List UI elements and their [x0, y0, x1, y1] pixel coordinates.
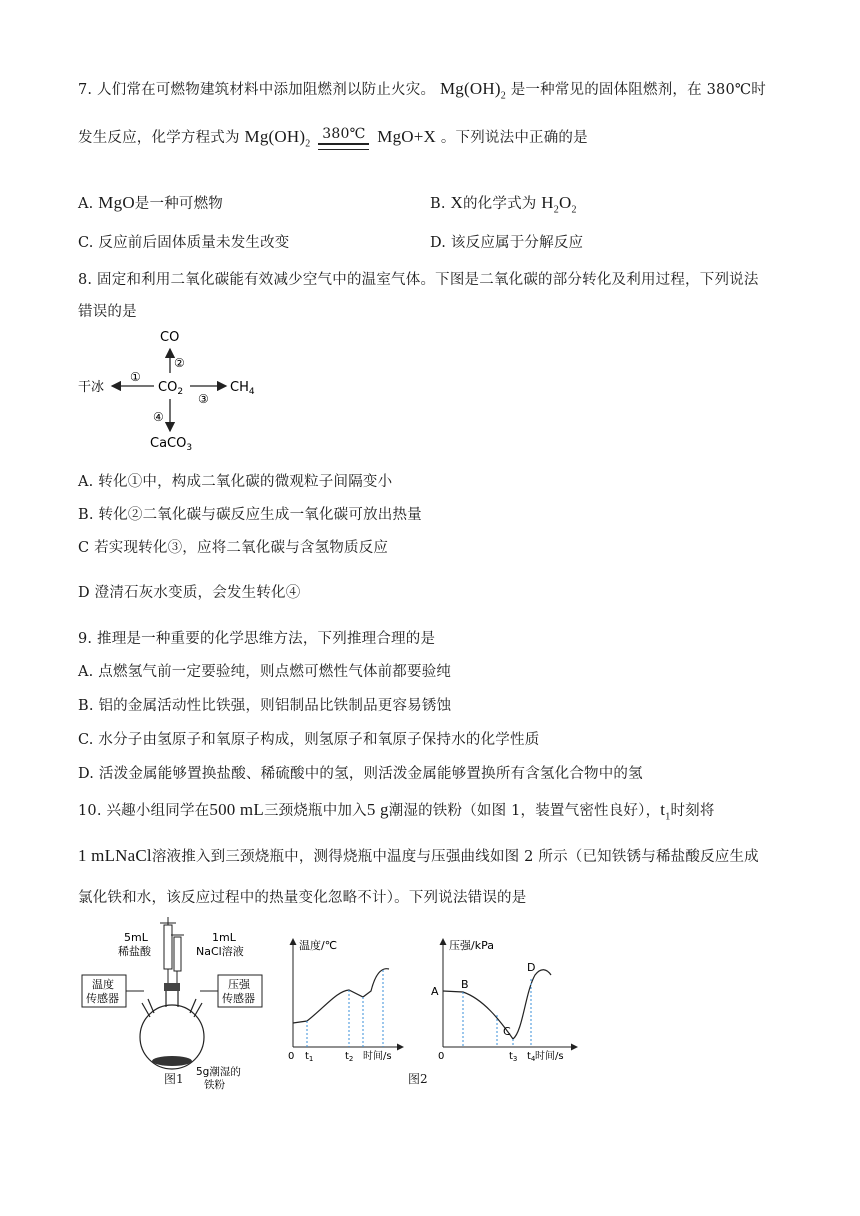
diagram-top-co: CO: [160, 330, 180, 345]
press-origin: 0: [438, 1051, 445, 1062]
q7-option-a: A. MgO是一种可燃物: [78, 193, 223, 212]
q7-stem-text-3: 发生反应，化学方程式为: [78, 130, 240, 146]
figure-1-caption: 图1: [164, 1072, 184, 1086]
figure-1-apparatus: [78, 915, 268, 1090]
flask-label-2: 铁粉: [204, 1079, 225, 1090]
diagram-right-ch4: $CH_4$: [230, 380, 255, 397]
figure-2-curves: [285, 935, 585, 1065]
q7-option-d: D. 该反应属于分解反应: [430, 235, 584, 251]
q7-stem-text-4: 。下列说法中正确的是: [440, 130, 588, 146]
point-D: D: [527, 961, 536, 974]
stopper-center: [164, 983, 180, 991]
temp-ylabel: 温度/℃: [299, 939, 338, 952]
flask-label-1: 5g潮湿的: [196, 1066, 241, 1078]
temp-origin: 0: [288, 1051, 295, 1062]
q10-stem-line2: 1 mLNaCl溶液推入到三颈烧瓶中，测得烧瓶中温度与压强曲线如图 2 所示（已知铁锈与稀盐酸反应生成: [78, 846, 759, 865]
diagram-bottom-caco3: CaCO$_3$: [150, 436, 193, 453]
point-B: B: [461, 978, 469, 991]
q7-stem-line1: [78, 78, 766, 101]
q7-option-c: C. 反应前后固体质量未发生改变: [78, 235, 290, 251]
reaction-condition: 380℃: [318, 126, 369, 150]
temperature-curve: [293, 969, 389, 1023]
temp-tick-t2: $t_2$: [345, 1051, 354, 1063]
sensor-right-text-1: 压强: [228, 978, 250, 991]
q8-option-d: D 澄清石灰水变质，会发生转化④: [78, 585, 301, 601]
press-tick-t3: $t_3$: [509, 1051, 518, 1063]
sensor-left-text-1: 温度: [92, 978, 114, 991]
q10-stem-line3: 氯化铁和水，该反应过程中的热量变化忽略不计）。下列说法错误的是: [78, 890, 527, 906]
figure-2-caption: 图2: [408, 1072, 428, 1086]
syringe-left-label: 5mL: [124, 931, 148, 944]
syringe-right: [171, 935, 184, 985]
temp-tick-t1: $t_1$: [305, 1051, 314, 1063]
label-2: ②: [174, 356, 185, 370]
q8-stem-line1: 8. 固定和利用二氧化碳能有效减少空气中的温室气体。下图是二氧化碳的部分转化及利用过程，下列说法: [78, 272, 759, 288]
mg-oh2-formula: $Mg(OH)_2$: [439, 79, 506, 102]
products-formula: MgO+X: [377, 127, 437, 146]
q8-option-b: B. 转化②二氧化碳与碳反应生成一氧化碳可放出热量: [78, 507, 422, 523]
sensor-right-text-2: 传感器: [222, 992, 255, 1005]
q7-stem-line2: [78, 126, 588, 150]
q7-option-b: B. X的化学式为 $H_2O_2$: [430, 193, 577, 216]
q9-option-b: B. 铝的金属活动性比铁强，则铝制品比铁制品更容易锈蚀: [78, 698, 452, 714]
reactant-formula: $Mg(OH)_2$: [244, 127, 311, 150]
syringe-left-label-2: 稀盐酸: [118, 945, 151, 958]
temp-xlabel: 时间/s: [363, 1051, 392, 1062]
q9-option-c: C. 水分子由氢原子和氧原子构成，则氢原子和氧原子保持水的化学性质: [78, 732, 540, 748]
q9-option-d: D. 活泼金属能够置换盐酸、稀硫酸中的氢，则活泼金属能够置换所有含氢化合物中的氢: [78, 766, 643, 782]
press-xlabel: 时间/s: [535, 1051, 564, 1062]
co2-conversion-diagram: [70, 325, 280, 455]
q7-stem-text: 7. 人们常在可燃物建筑材料中添加阻燃剂以防止火灾。: [78, 82, 436, 98]
press-ylabel: 压强/kPa: [449, 939, 494, 952]
label-4: ④: [153, 410, 164, 424]
q8-option-a: A. 转化①中，构成二氧化碳的微观粒子间隔变小: [78, 474, 393, 490]
diagram-left-dry-ice: 干冰: [78, 380, 105, 395]
point-A: A: [431, 985, 439, 998]
syringe-right-label-2: NaCl溶液: [196, 945, 244, 958]
q7-stem-text-2: 是一种常见的固体阻燃剂，在 380℃时: [510, 82, 767, 98]
q9-stem: 9. 推理是一种重要的化学思维方法，下列推理合理的是: [78, 631, 436, 647]
iron-powder: [152, 1056, 192, 1066]
diagram-center-co2: $CO_2$: [158, 380, 184, 397]
q9-option-a: A. 点燃氢气前一定要验纯，则点燃可燃性气体前都要验纯: [78, 664, 452, 680]
q8-stem-line2: 错误的是: [78, 304, 137, 320]
label-1: ①: [130, 370, 141, 384]
syringe-right-label: 1mL: [212, 931, 236, 944]
sensor-left-text-2: 传感器: [86, 992, 119, 1005]
q10-stem-line1: 10. 兴趣小组同学在500 mL三颈烧瓶中加入5 g潮湿的铁粉（如图 1，装置气密性良好），$t_1$时刻将: [78, 800, 715, 823]
press-tick-t4: $t_4$: [527, 1051, 536, 1063]
point-C: C: [503, 1025, 511, 1038]
label-3: ③: [198, 392, 209, 406]
q8-option-c: C 若实现转化③，应将二氧化碳与含氢物质反应: [78, 540, 389, 556]
